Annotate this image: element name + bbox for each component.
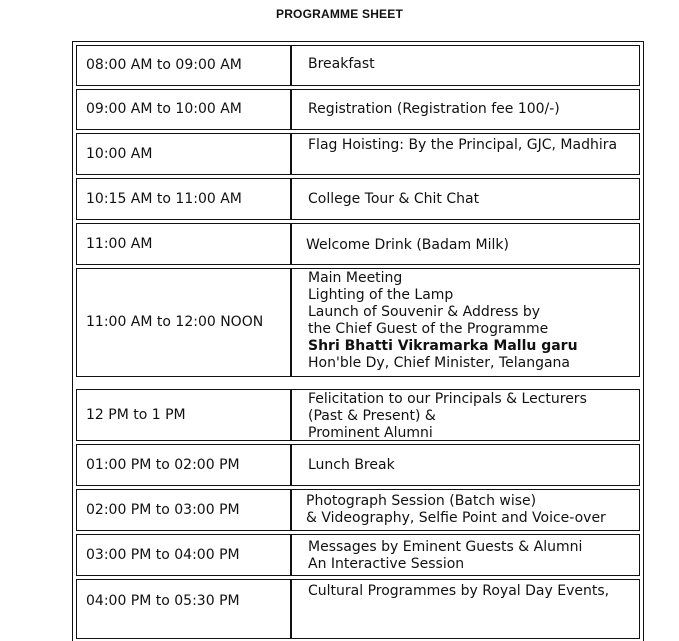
time-cell: 11:00 AM to 12:00 NOON (76, 268, 291, 377)
time-cell: 04:00 PM to 05:30 PM (76, 579, 291, 639)
table-row (76, 178, 640, 220)
time-cell: 10:15 AM to 11:00 AM (76, 178, 291, 220)
page-title: PROGRAMME SHEET (275, 7, 403, 21)
time-cell: 11:00 AM (76, 223, 291, 265)
event-cell: Messages by Eminent Guests & Alumni An Interactive Session (291, 534, 640, 576)
event-cell: Felicitation to our Principals & Lecturers (Past & Present) & Prominent Alumni (291, 389, 640, 441)
event-cell: Flag Hoisting: By the Principal, GJC, Madhira (291, 133, 640, 175)
table-row (76, 223, 640, 265)
event-cell: Registration (Registration fee 100/-) (291, 89, 640, 130)
table-row (76, 89, 640, 130)
time-cell: 02:00 PM to 03:00 PM (76, 489, 291, 531)
time-cell: 09:00 AM to 10:00 AM (76, 89, 291, 130)
time-cell: 10:00 AM (76, 133, 291, 175)
table-row (76, 579, 640, 639)
event-cell: Breakfast (291, 45, 640, 86)
time-cell: 01:00 PM to 02:00 PM (76, 444, 291, 486)
table-row (76, 268, 640, 377)
event-cell: College Tour & Chit Chat (291, 178, 640, 220)
event-cell: Welcome Drink (Badam Milk) (291, 223, 640, 265)
event-cell: Photograph Session (Batch wise) & Videography, Selfie Point and Voice-over (291, 489, 640, 531)
time-cell: 12 PM to 1 PM (76, 389, 291, 441)
event-cell: Cultural Programmes by Royal Day Events, (291, 579, 640, 639)
table-row (76, 133, 640, 175)
table-row (76, 534, 640, 576)
table-row (76, 444, 640, 486)
event-cell: Lunch Break (291, 444, 640, 486)
table-row (76, 489, 640, 531)
event-cell: Main Meeting Lighting of the Lamp Launch of Souvenir & Address by the Chief Guest of the Programme Shri Bhatti Vikramarka Mallu garu Hon'ble Dy, Chief Minister, Telangana (291, 268, 640, 377)
table-row (76, 389, 640, 441)
time-cell: 08:00 AM to 09:00 AM (76, 45, 291, 86)
time-cell: 03:00 PM to 04:00 PM (76, 534, 291, 576)
table-row (76, 45, 640, 86)
